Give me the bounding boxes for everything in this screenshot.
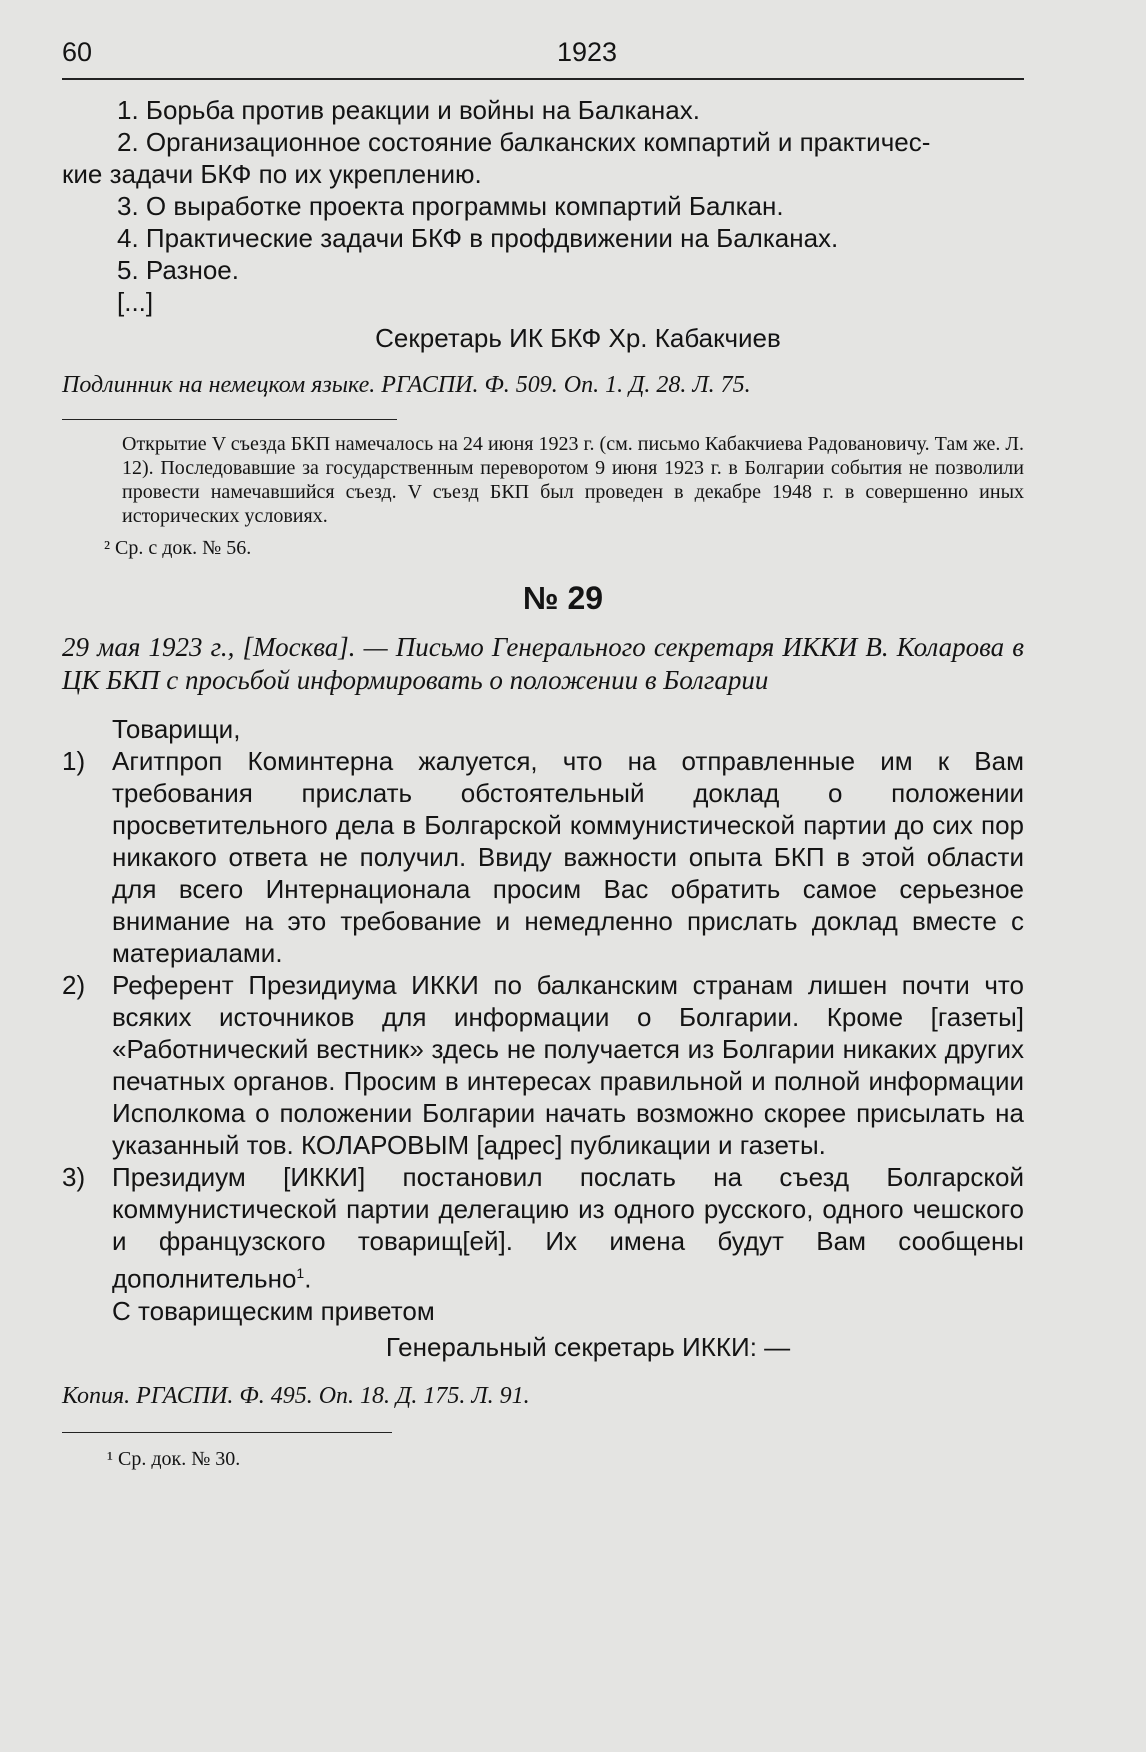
footnote-ref-30: ¹ Ср. док. № 30. [107,1447,241,1470]
footnotes-block-2 [62,1447,1024,1471]
footnote-ref: 1 [296,1265,305,1281]
footnote-rule-2 [62,1432,392,1433]
closing: С товарищеским приветом [112,1295,435,1326]
letter-item-2 [62,969,1024,1161]
archive-source-2: Копия. РГАСПИ. Ф. 495. Оп. 18. Д. 175. Л. 91. [62,1382,530,1409]
agenda-item-continuation: кие задачи БКФ по их укреплению. [62,159,482,189]
letter-item-1 [62,745,1024,969]
agenda-ellipsis: [...] [117,287,154,317]
document-title: 29 мая 1923 г., [Москва]. — Письмо Генерального секретаря ИККИ В. Коларова в ЦК БКП с просьбой информировать о положении в Болгарии [62,632,1024,695]
signature-kabakchiev: Секретарь ИК БКФ Хр. Кабакчиев [375,323,781,353]
agenda-item: 4. Практические задачи БКФ в профдвижении на Балканах. [117,223,839,253]
running-year: 1923 [557,37,618,67]
item-text-wrapper [112,1161,1024,1295]
document-number: № 29 [522,580,604,616]
item-text: Агитпроп Коминтерна жалуется, что на отправленные им к Вам требования прислать обстоятельный доклад о положении просветительного дела в Болгарской коммунистической партии до сих пор никакого ответа не получил. Ввиду важности опыта БКП в этой области для всего Интернационала просим Вас обратить самое серьезное внимание на это требование и немедленно прислать доклад вместе с материалами. [112,746,1024,968]
letter-item-3 [62,1161,1024,1295]
item-number: 1) [62,746,86,776]
agenda-list [62,94,1024,318]
agenda-item: 2. Организационное состояние балканских компартий и практичес- [117,127,931,157]
agenda-item: 5. Разное. [117,255,239,285]
item-number: 3) [62,1162,86,1192]
footnote-2: ² Ср. с док. № 56. [104,537,252,559]
page-number: 60 [62,37,93,67]
footnote-rule-1 [62,419,397,420]
item-text: Референт Президиума ИККИ по балканским странам лишен почти что всяких источников для информации о Болгарии. Кроме [газеты] «Работнический вестник» здесь не получается из Болгарии никаких других печатных органов. Просим в интересах правильной и полной информации Исполкома о положении Болгарии начать возможно скорее присылать на указанный тов. КОЛАРОВЫМ [адрес] публикации и газеты. [112,970,1024,1160]
signature-general-secretary: Генеральный секретарь ИККИ: — [385,1331,791,1362]
agenda-item: 3. О выработке проекта программы компартий Балкан. [117,191,784,221]
page-content [62,28,1024,1471]
item-number: 2) [62,970,86,1000]
item-text: Президиум [ИККИ] постановил послать на съезд Болгарской коммунистической партии делегацию из одного русского, одного чешского и французского товарищ[ей]. Их имена будут Вам сообщены дополнительно [112,1162,1024,1294]
agenda-item: 1. Борьба против реакции и войны на Балканах. [117,95,700,125]
page-header [62,28,1024,68]
footnote-1: Открытие V съезда БКП намечалось на 24 июня 1923 г. (см. письмо Кабакчиева Радовановичу. Там же. Л. 12). Последовавшие за государственным переворотом 9 июня 1923 г. в Болгарии события не позволили провести намечавшийся съезд. V съезд БКП был проведен в декабре 1948 г. в совершенно иных исторических условиях. [122,433,1024,527]
item-text-tail: . [304,1263,312,1294]
salutation: Товарищи, [112,714,241,744]
archive-source-1: Подлинник на немецком языке. РГАСПИ. Ф. 509. Оп. 1. Д. 28. Л. 75. [62,372,751,398]
letter-body [62,713,1024,1363]
header-rule [62,78,1024,80]
footnotes-block-1 [62,432,1024,560]
